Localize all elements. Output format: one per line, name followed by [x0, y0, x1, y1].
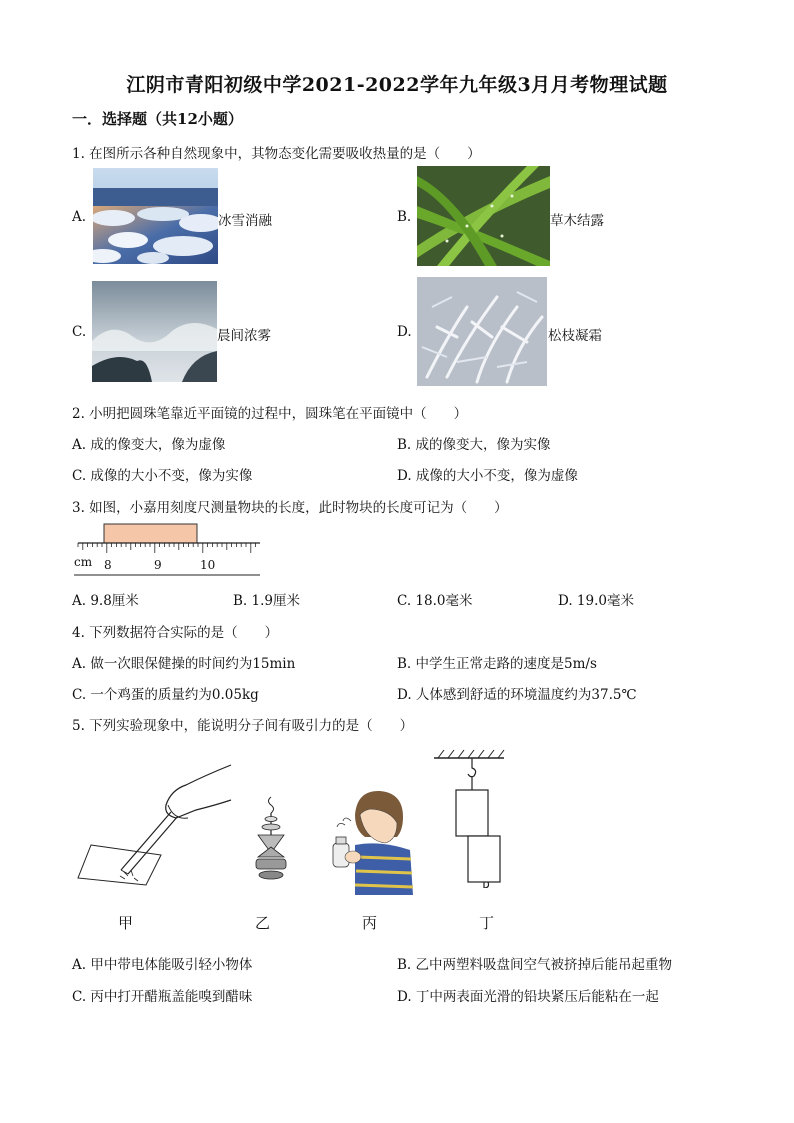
q5-option-a: A. 甲中带电体能吸引轻小物体 [72, 957, 253, 973]
ruler-label-9: 9 [154, 558, 162, 572]
ruler-label-8: 8 [104, 558, 112, 572]
ice-snow-melting-image [93, 168, 218, 264]
q4-stem: 4. 下列数据符合实际的是（ ） [72, 625, 279, 641]
grass-dew-image [417, 166, 550, 266]
figure-yi-suction-cups [248, 795, 294, 890]
frost-pine-image [417, 277, 547, 386]
morning-fog-image [92, 281, 217, 382]
q1-stem: 1. 在图所示各种自然现象中，其物态变化需要吸收热量的是（ ） [72, 146, 481, 162]
q4-option-a: A. 做一次眼保健操的时间约为15min [72, 656, 296, 672]
figure-bing-boy-vinegar [325, 785, 415, 895]
page-title: 江阴市青阳初级中学2021-2022学年九年级3月月考物理试题 [126, 74, 668, 96]
figure-label-ding: 丁 [479, 914, 495, 932]
q1-option-c-caption: 晨间浓雾 [217, 328, 271, 344]
q4-option-d: D. 人体感到舒适的环境温度约为37.5℃ [397, 687, 637, 703]
q3-option-b: B. 1.9厘米 [233, 593, 300, 609]
q1-option-b-caption: 草木结露 [550, 213, 604, 229]
q5-stem: 5. 下列实验现象中，能说明分子间有吸引力的是（ ） [72, 718, 414, 734]
q4-option-b: B. 中学生正常走路的速度是5m/s [397, 656, 597, 672]
q1-option-b-letter: B. [397, 209, 412, 225]
figure-label-yi: 乙 [255, 914, 271, 932]
figure-ding-lead-blocks [432, 748, 508, 888]
figure-jia-charged-rod [76, 760, 236, 890]
q4-option-c: C. 一个鸡蛋的质量约为0.05kg [72, 687, 259, 703]
q1-option-c-letter: C. [72, 324, 87, 340]
ruler-unit-label: cm [74, 555, 93, 569]
q1-option-d-caption: 松枝凝霜 [548, 328, 602, 344]
q1-option-a-letter: A. [72, 209, 87, 225]
q3-option-d: D. 19.0毫米 [558, 593, 634, 609]
q1-option-d-letter: D. [397, 324, 412, 340]
measured-block [104, 524, 197, 543]
q1-option-a-caption: 冰雪消融 [218, 213, 272, 229]
q5-option-c: C. 丙中打开醋瓶盖能嗅到醋味 [72, 989, 253, 1005]
q2-option-c: C. 成像的大小不变，像为实像 [72, 468, 253, 484]
ruler-figure [74, 520, 264, 580]
q3-option-a: A. 9.8厘米 [72, 593, 139, 609]
q5-option-b: B. 乙中两塑料吸盘间空气被挤掉后能吊起重物 [397, 957, 673, 973]
q5-option-d: D. 丁中两表面光滑的铅块紧压后能粘在一起 [397, 989, 659, 1005]
section-heading: 一．选择题（共12小题） [72, 110, 243, 128]
q3-stem: 3. 如图，小嘉用刻度尺测量物块的长度，此时物块的长度可记为（ ） [72, 500, 508, 516]
figure-label-bing: 丙 [362, 914, 378, 932]
ruler-label-10: 10 [200, 558, 216, 572]
figure-label-jia: 甲 [118, 914, 134, 932]
q2-option-b: B. 成的像变大，像为实像 [397, 437, 551, 453]
q2-stem: 2. 小明把圆珠笔靠近平面镜的过程中，圆珠笔在平面镜中（ ） [72, 406, 468, 422]
q2-option-d: D. 成像的大小不变，像为虚像 [397, 468, 578, 484]
q3-option-c: C. 18.0毫米 [397, 593, 473, 609]
q2-option-a: A. 成的像变大，像为虚像 [72, 437, 226, 453]
